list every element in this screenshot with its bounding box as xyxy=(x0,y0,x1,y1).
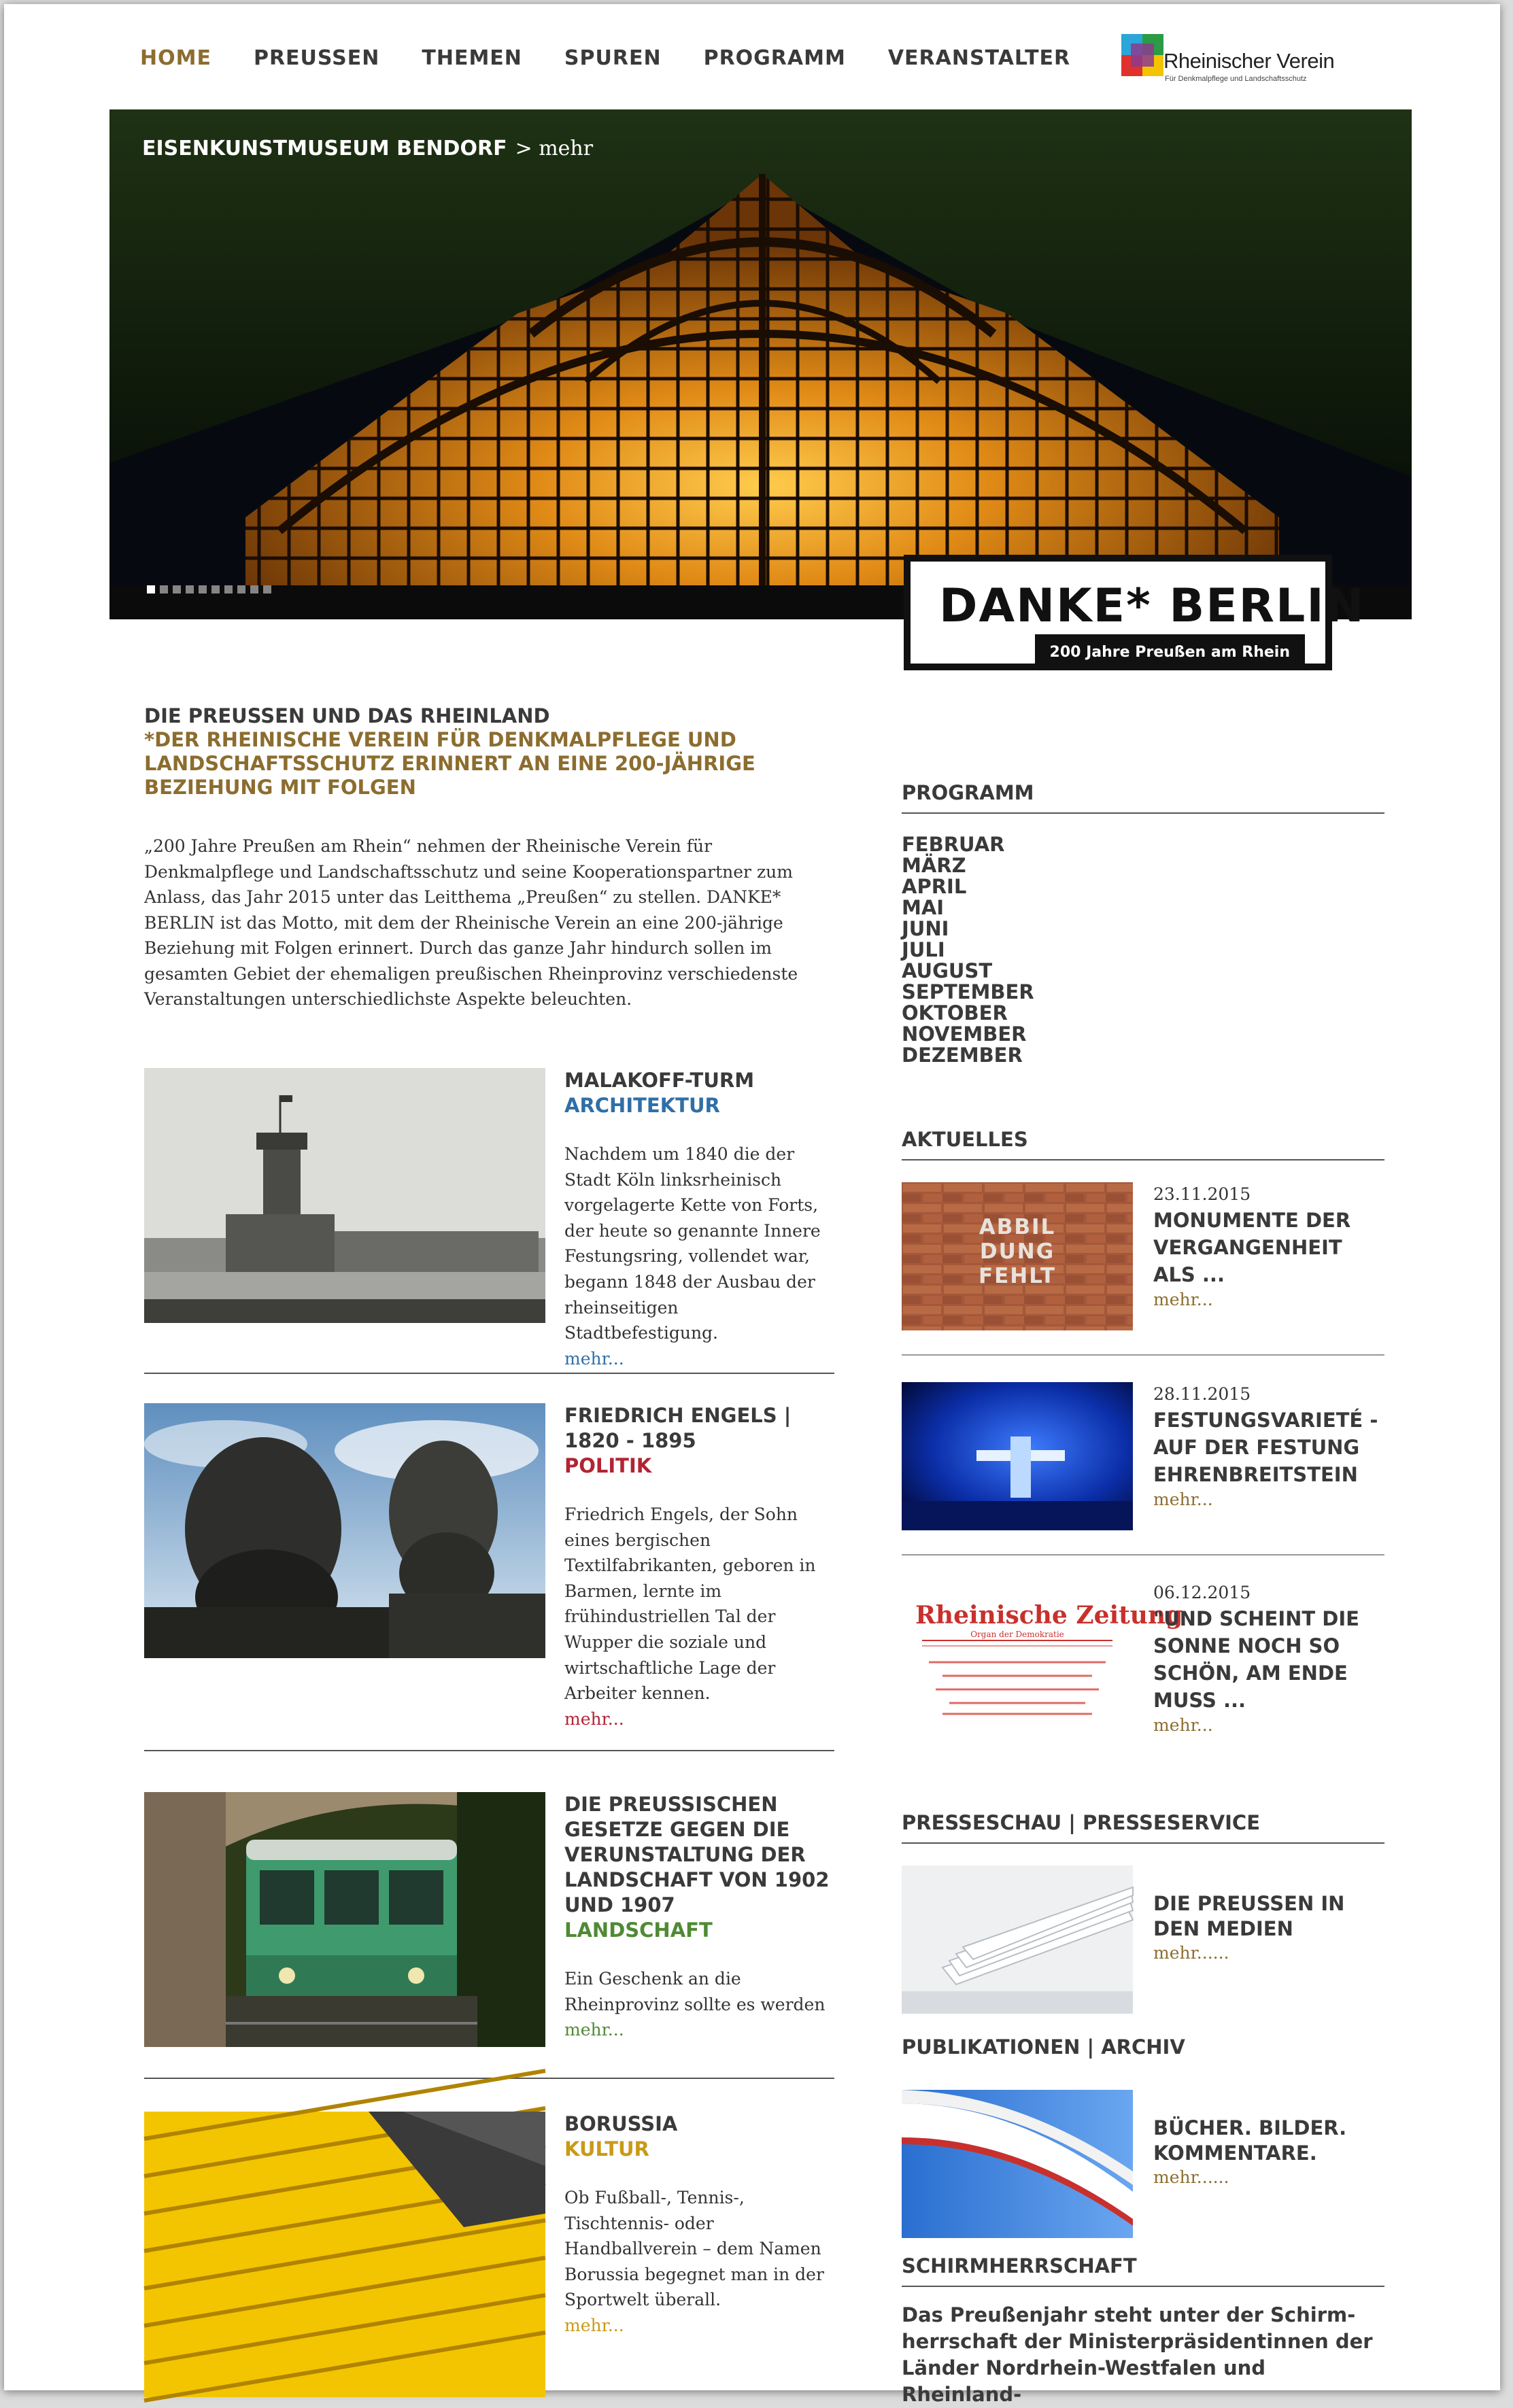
divider xyxy=(144,1750,834,1751)
article-more-link[interactable]: mehr... xyxy=(564,1348,624,1369)
programm-heading: PROGRAMM xyxy=(902,781,1384,814)
divider xyxy=(144,1373,834,1374)
aktuelles-section xyxy=(902,1128,1384,1160)
schirmherrschaft-section xyxy=(902,2254,1384,2287)
tram-photo[interactable] xyxy=(144,1792,545,2047)
article-description: Nachdem um 1840 die der Stadt Köln linksrheinisch vorgelagerte Kette von Forts, der heute so genannte Innere Festungsring, vollendet war, begann 1848 der Ausbau der rheinseitigen Stadtbefestigung. xyxy=(564,1144,821,1343)
main-nav xyxy=(140,46,1070,70)
news-date: 23.11.2015 xyxy=(1153,1184,1251,1204)
presse-title[interactable]: DIE PREUSSEN IN DEN MEDIEN xyxy=(1153,1892,1345,1940)
news-text xyxy=(1153,1581,1384,1737)
rheinischer-verein-logo[interactable] xyxy=(1121,30,1346,91)
tower-image xyxy=(144,1068,545,1323)
month-link[interactable]: JULI xyxy=(902,938,945,961)
hero-title-text: EISENKUNSTMUSEUM BENDORF xyxy=(142,137,507,160)
schirmherrschaft-text: Das Preußenjahr steht unter der Schirm-herrschaft der Ministerpräsidentinnen der Länder Nordrhein-Westfalen und Rheinland- xyxy=(902,2303,1373,2406)
slider-dot[interactable] xyxy=(237,585,245,594)
news-more-link[interactable]: mehr... xyxy=(1153,1490,1213,1509)
news-text xyxy=(1153,1182,1384,1311)
logo-subtitle: Für Denkmalpflege und Landschaftsschutz xyxy=(1165,75,1307,83)
page-frame xyxy=(4,4,1500,2406)
month-link[interactable]: OKTOBER xyxy=(902,1001,1008,1025)
schirmherrschaft-heading: SCHIRMHERRSCHAFT xyxy=(902,2254,1384,2287)
newspaper-subtitle: Organ der Demokratie xyxy=(970,1630,1064,1639)
article-title[interactable]: BORUSSIA xyxy=(564,2112,678,2135)
publikationen-text xyxy=(1153,2116,1384,2189)
nav-themen[interactable]: THEMEN xyxy=(422,46,522,70)
intro-body: „200 Jahre Preußen am Rhein“ nehmen der Rheinische Verein für Denkmalpflege und Landschaftsschutz und seine Kooperationspartner zum Anlass, das Jahr 2015 unter das Leitthema „Preußen“ zu stellen. DANKE* BERLIN ist das Motto, mit dem der Rheinische Verein an eine 200-jährige Beziehung mit Folgen erinnert. Durch das ganze Jahr hindurch sollen im gesamten Gebiet der ehemaligen preußischen Rheinprovinz verschiedenste Veranstaltungen unterschiedlichste Aspekte beleuchten. xyxy=(144,836,798,1009)
month-link[interactable]: DEZEMBER xyxy=(902,1044,1023,1067)
article-title[interactable]: DIE PREUSSISCHEN GESETZE GEGEN DIE VERUNSTALTUNG DER LANDSCHAFT VON 1902 UND 1907 xyxy=(564,1793,830,1916)
slider-dot[interactable] xyxy=(173,585,181,594)
article-text xyxy=(564,2112,836,2338)
stadium-seats-photo[interactable] xyxy=(144,2112,545,2367)
article-title[interactable]: FRIEDRICH ENGELS | 1820 - 1895 xyxy=(564,1404,792,1452)
presse-text xyxy=(1153,1891,1384,1965)
article-text xyxy=(564,1403,836,1732)
badge-title: DANKE* BERLIN xyxy=(939,579,1365,633)
article-text xyxy=(564,1068,836,1371)
slider-dot[interactable] xyxy=(160,585,168,594)
book-photo[interactable] xyxy=(902,2090,1133,2238)
hero-image xyxy=(109,109,1412,619)
slider-dots xyxy=(147,585,271,594)
nav-spuren[interactable]: SPUREN xyxy=(564,46,662,70)
danke-berlin-badge xyxy=(904,555,1365,670)
statues-image xyxy=(144,1403,545,1658)
open-book-image xyxy=(902,2090,1133,2238)
hero-title[interactable] xyxy=(142,137,593,160)
publikationen-section xyxy=(902,2035,1384,2067)
stadium-seats-image xyxy=(144,2112,545,2397)
news-title[interactable]: MONUMENTE DER VERGANGENHEIT ALS ... xyxy=(1153,1209,1351,1286)
month-link[interactable]: SEPTEMBER xyxy=(902,980,1034,1003)
month-link[interactable]: JUNI xyxy=(902,917,949,940)
papers-photo[interactable] xyxy=(902,1865,1133,2014)
news-more-link[interactable]: mehr... xyxy=(1153,1715,1213,1735)
logo-mark-icon xyxy=(1121,34,1163,76)
month-link[interactable]: APRIL xyxy=(902,875,967,898)
nav-preussen[interactable]: PREUSSEN xyxy=(253,46,380,70)
statues-photo[interactable] xyxy=(144,1403,545,1658)
intro-heading: DIE PREUSSEN UND DAS RHEINLAND xyxy=(144,704,550,727)
month-link[interactable]: AUGUST xyxy=(902,959,993,982)
month-link[interactable]: MÄRZ xyxy=(902,854,966,877)
presse-section xyxy=(902,1811,1384,1844)
paper-stack-image xyxy=(902,1865,1133,2014)
month-list xyxy=(902,834,1384,1066)
news-text xyxy=(1153,1382,1384,1511)
publikationen-title[interactable]: BÜCHER. BILDER. KOMMENTARE. xyxy=(1153,2116,1347,2165)
article-category[interactable]: KULTUR xyxy=(564,2137,649,2161)
acrobat-photo[interactable] xyxy=(902,1382,1133,1530)
divider xyxy=(902,1554,1384,1555)
aktuelles-heading: AKTUELLES xyxy=(902,1128,1384,1160)
divider xyxy=(902,1354,1384,1356)
slider-dot[interactable] xyxy=(147,585,155,594)
article-more-link[interactable]: mehr... xyxy=(564,2020,624,2040)
acrobat-image xyxy=(902,1382,1133,1530)
presse-more-link[interactable]: mehr...... xyxy=(1153,1943,1229,1963)
article-more-link[interactable]: mehr... xyxy=(564,2315,624,2335)
month-link[interactable]: FEBRUAR xyxy=(902,833,1005,856)
month-link[interactable]: NOVEMBER xyxy=(902,1022,1027,1046)
news-more-link[interactable]: mehr... xyxy=(1153,1290,1213,1309)
presse-heading: PRESSESCHAU | PRESSESERVICE xyxy=(902,1811,1384,1844)
nav-home[interactable]: HOME xyxy=(140,46,211,70)
article-description: Friedrich Engels, der Sohn eines bergischen Textilfabrikanten, geboren in Barmen, lernte im frühindustriellen Tal der Wupper die soziale und wirtschaftliche Lage der Arbeiter kennen. xyxy=(564,1504,816,1704)
intro-section xyxy=(144,704,838,1012)
intro-subheading: *DER RHEINISCHE VEREIN FÜR DENKMALPFLEGE UND LANDSCHAFTSSCHUTZ ERINNERT AN EINE 200-JÄHRIGE BEZIEHUNG MIT FOLGEN xyxy=(144,728,755,799)
slider-dot[interactable] xyxy=(199,585,207,594)
tram-image xyxy=(144,1792,545,2047)
month-link[interactable]: MAI xyxy=(902,896,945,919)
article-description: Ob Fußball-, Tennis-, Tischtennis- oder Handballverein – dem Namen Borussia begegnet man in der Sportwelt überall. xyxy=(564,2188,824,2310)
article-category[interactable]: ARCHITEKTUR xyxy=(564,1094,720,1117)
newspaper-masthead: Rheinische Zeitung xyxy=(915,1601,1183,1630)
article-more-link[interactable]: mehr... xyxy=(564,1708,624,1729)
hero-more-link[interactable]: > mehr xyxy=(515,137,594,160)
article-description: Ein Geschenk an die Rheinprovinz sollte es werden xyxy=(564,1969,826,2014)
news-date: 28.11.2015 xyxy=(1153,1384,1251,1404)
article-text xyxy=(564,1792,836,2042)
news-title[interactable]: "UND SCHEINT DIE SONNE NOCH SO SCHÖN, AM ENDE MUSS ... xyxy=(1153,1607,1359,1712)
missing-image-label: ABBIL DUNG FEHLT xyxy=(978,1215,1057,1288)
news-date: 06.12.2015 xyxy=(1153,1583,1251,1602)
tower-photo[interactable] xyxy=(144,1068,545,1323)
newspaper-image[interactable] xyxy=(902,1581,1183,1729)
slider-dot[interactable] xyxy=(211,585,220,594)
publikationen-more-link[interactable]: mehr...... xyxy=(1153,2167,1229,2187)
news-title[interactable]: FESTUNGSVARIETÉ - AUF DER FESTUNG EHRENBREITSTEIN xyxy=(1153,1409,1378,1486)
slider-dot[interactable] xyxy=(186,585,194,594)
nav-veranstalter[interactable]: VERANSTALTER xyxy=(887,46,1071,70)
hero-slider[interactable] xyxy=(109,109,1412,619)
logo-name: Rheinischer Verein xyxy=(1163,49,1335,73)
programm-section xyxy=(902,781,1384,1066)
article-title[interactable]: MALAKOFF-TURM xyxy=(564,1069,755,1092)
slider-dot[interactable] xyxy=(224,585,233,594)
article-category[interactable]: LANDSCHAFT xyxy=(564,1919,713,1942)
slider-dot[interactable] xyxy=(263,585,271,594)
slider-dot[interactable] xyxy=(250,585,258,594)
article-category[interactable]: POLITIK xyxy=(564,1454,652,1477)
publikationen-heading: PUBLIKATIONEN | ARCHIV xyxy=(902,2035,1185,2059)
badge-subtitle: 200 Jahre Preußen am Rhein xyxy=(1035,634,1305,670)
brick-wall-image[interactable] xyxy=(902,1182,1133,1330)
nav-programm[interactable]: PROGRAMM xyxy=(703,46,846,70)
